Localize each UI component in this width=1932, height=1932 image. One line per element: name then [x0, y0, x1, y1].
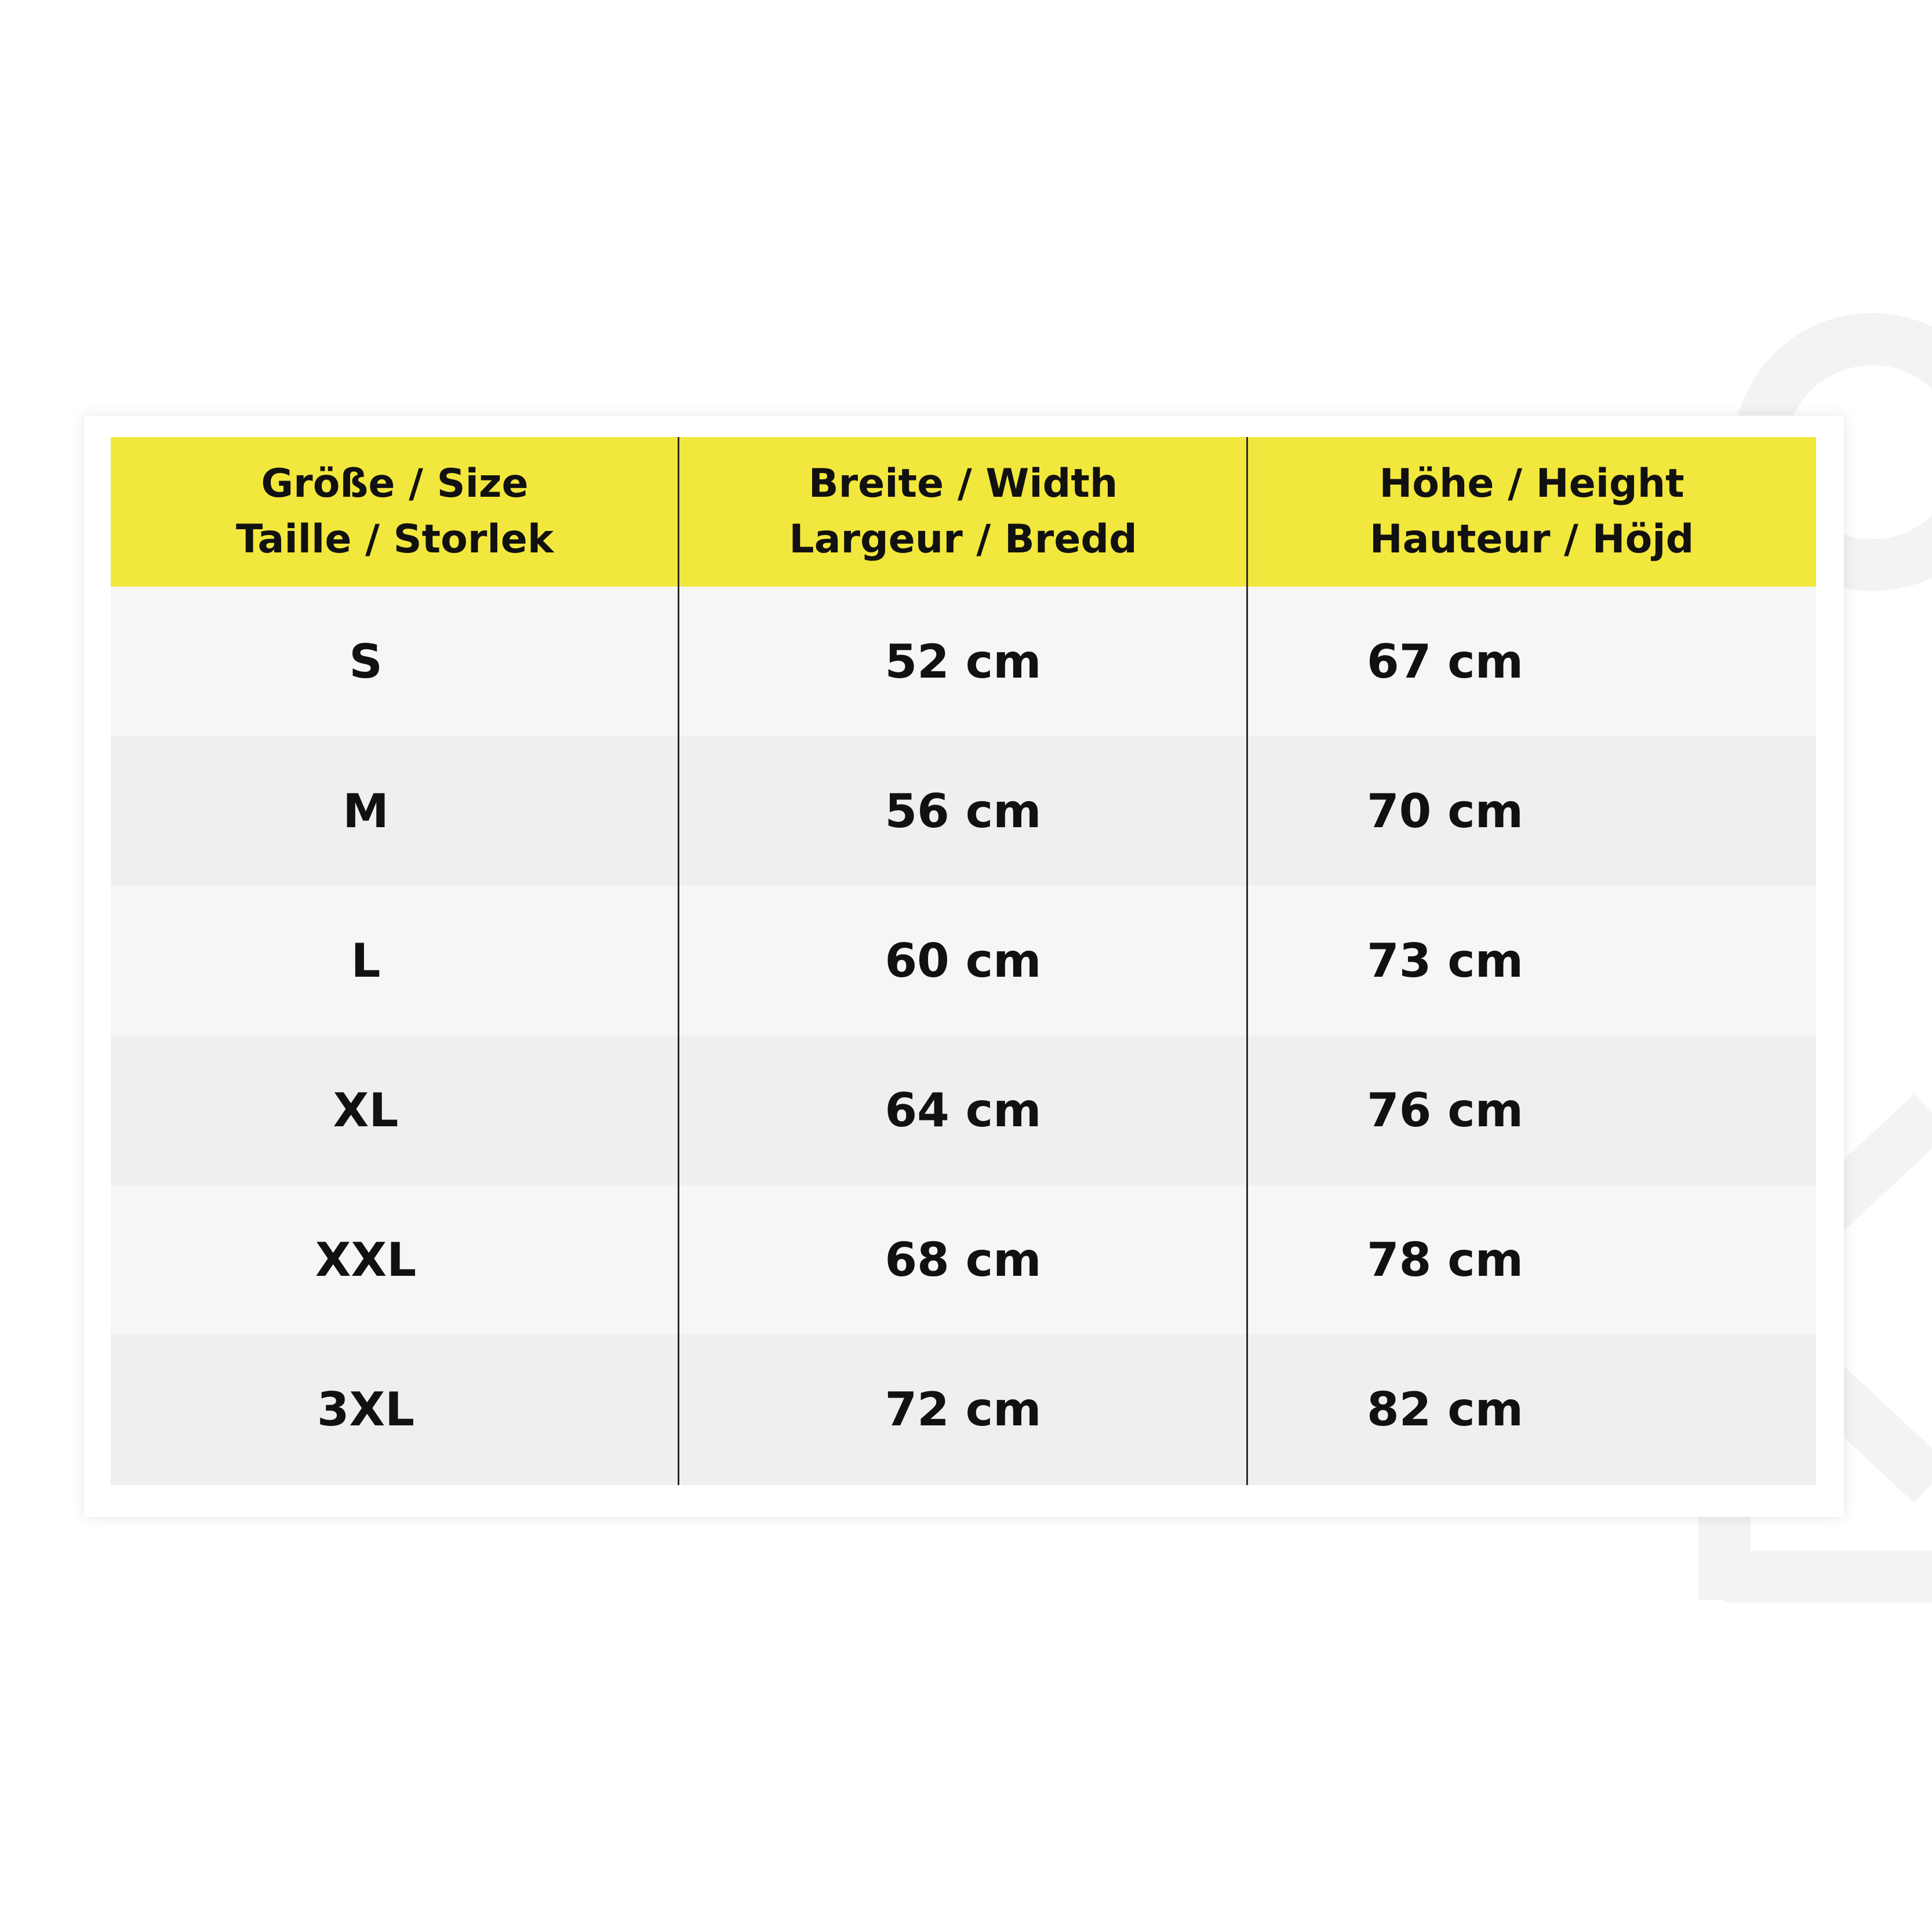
table-row [111, 587, 1816, 736]
header-size-line1: Größe / Size [261, 461, 529, 507]
cell-height: 70 cm [1367, 784, 1523, 838]
cell-width: 60 cm [885, 933, 1042, 988]
header-size [111, 437, 679, 587]
table-row [111, 1334, 1816, 1485]
header-width [679, 437, 1247, 587]
cell-width: 72 cm [885, 1382, 1042, 1436]
header-width-line1: Breite / Width [808, 461, 1118, 507]
header-height-line1: Höhe / Height [1379, 461, 1684, 507]
header-height [1247, 437, 1816, 587]
cell-height: 73 cm [1367, 933, 1523, 988]
header-height-line2: Hauteur / Höjd [1369, 516, 1694, 562]
cell-height: 78 cm [1367, 1232, 1523, 1287]
cell-width: 56 cm [885, 784, 1042, 838]
table-row [111, 736, 1816, 886]
cell-size: S [349, 634, 383, 689]
cell-size: M [343, 784, 389, 838]
column-divider [1246, 437, 1248, 1485]
table-row [111, 1185, 1816, 1334]
cell-width: 64 cm [885, 1083, 1042, 1137]
cell-size: 3XL [316, 1382, 415, 1436]
cell-size: XXL [315, 1232, 417, 1287]
header-size-line2: Taille / Storlek [235, 516, 554, 562]
cell-height: 82 cm [1367, 1382, 1523, 1436]
table-header [111, 437, 1816, 587]
cell-size: L [351, 933, 381, 988]
header-width-line2: Largeur / Bredd [789, 516, 1137, 562]
size-chart-card [84, 416, 1844, 1517]
table-row [111, 886, 1816, 1035]
table-row [111, 1035, 1816, 1185]
cell-height: 67 cm [1367, 634, 1523, 689]
cell-width: 68 cm [885, 1232, 1042, 1287]
size-chart-table [111, 437, 1816, 1485]
cell-size: XL [333, 1083, 399, 1137]
column-divider [678, 437, 679, 1485]
cell-height: 76 cm [1367, 1083, 1523, 1137]
cell-width: 52 cm [885, 634, 1042, 689]
